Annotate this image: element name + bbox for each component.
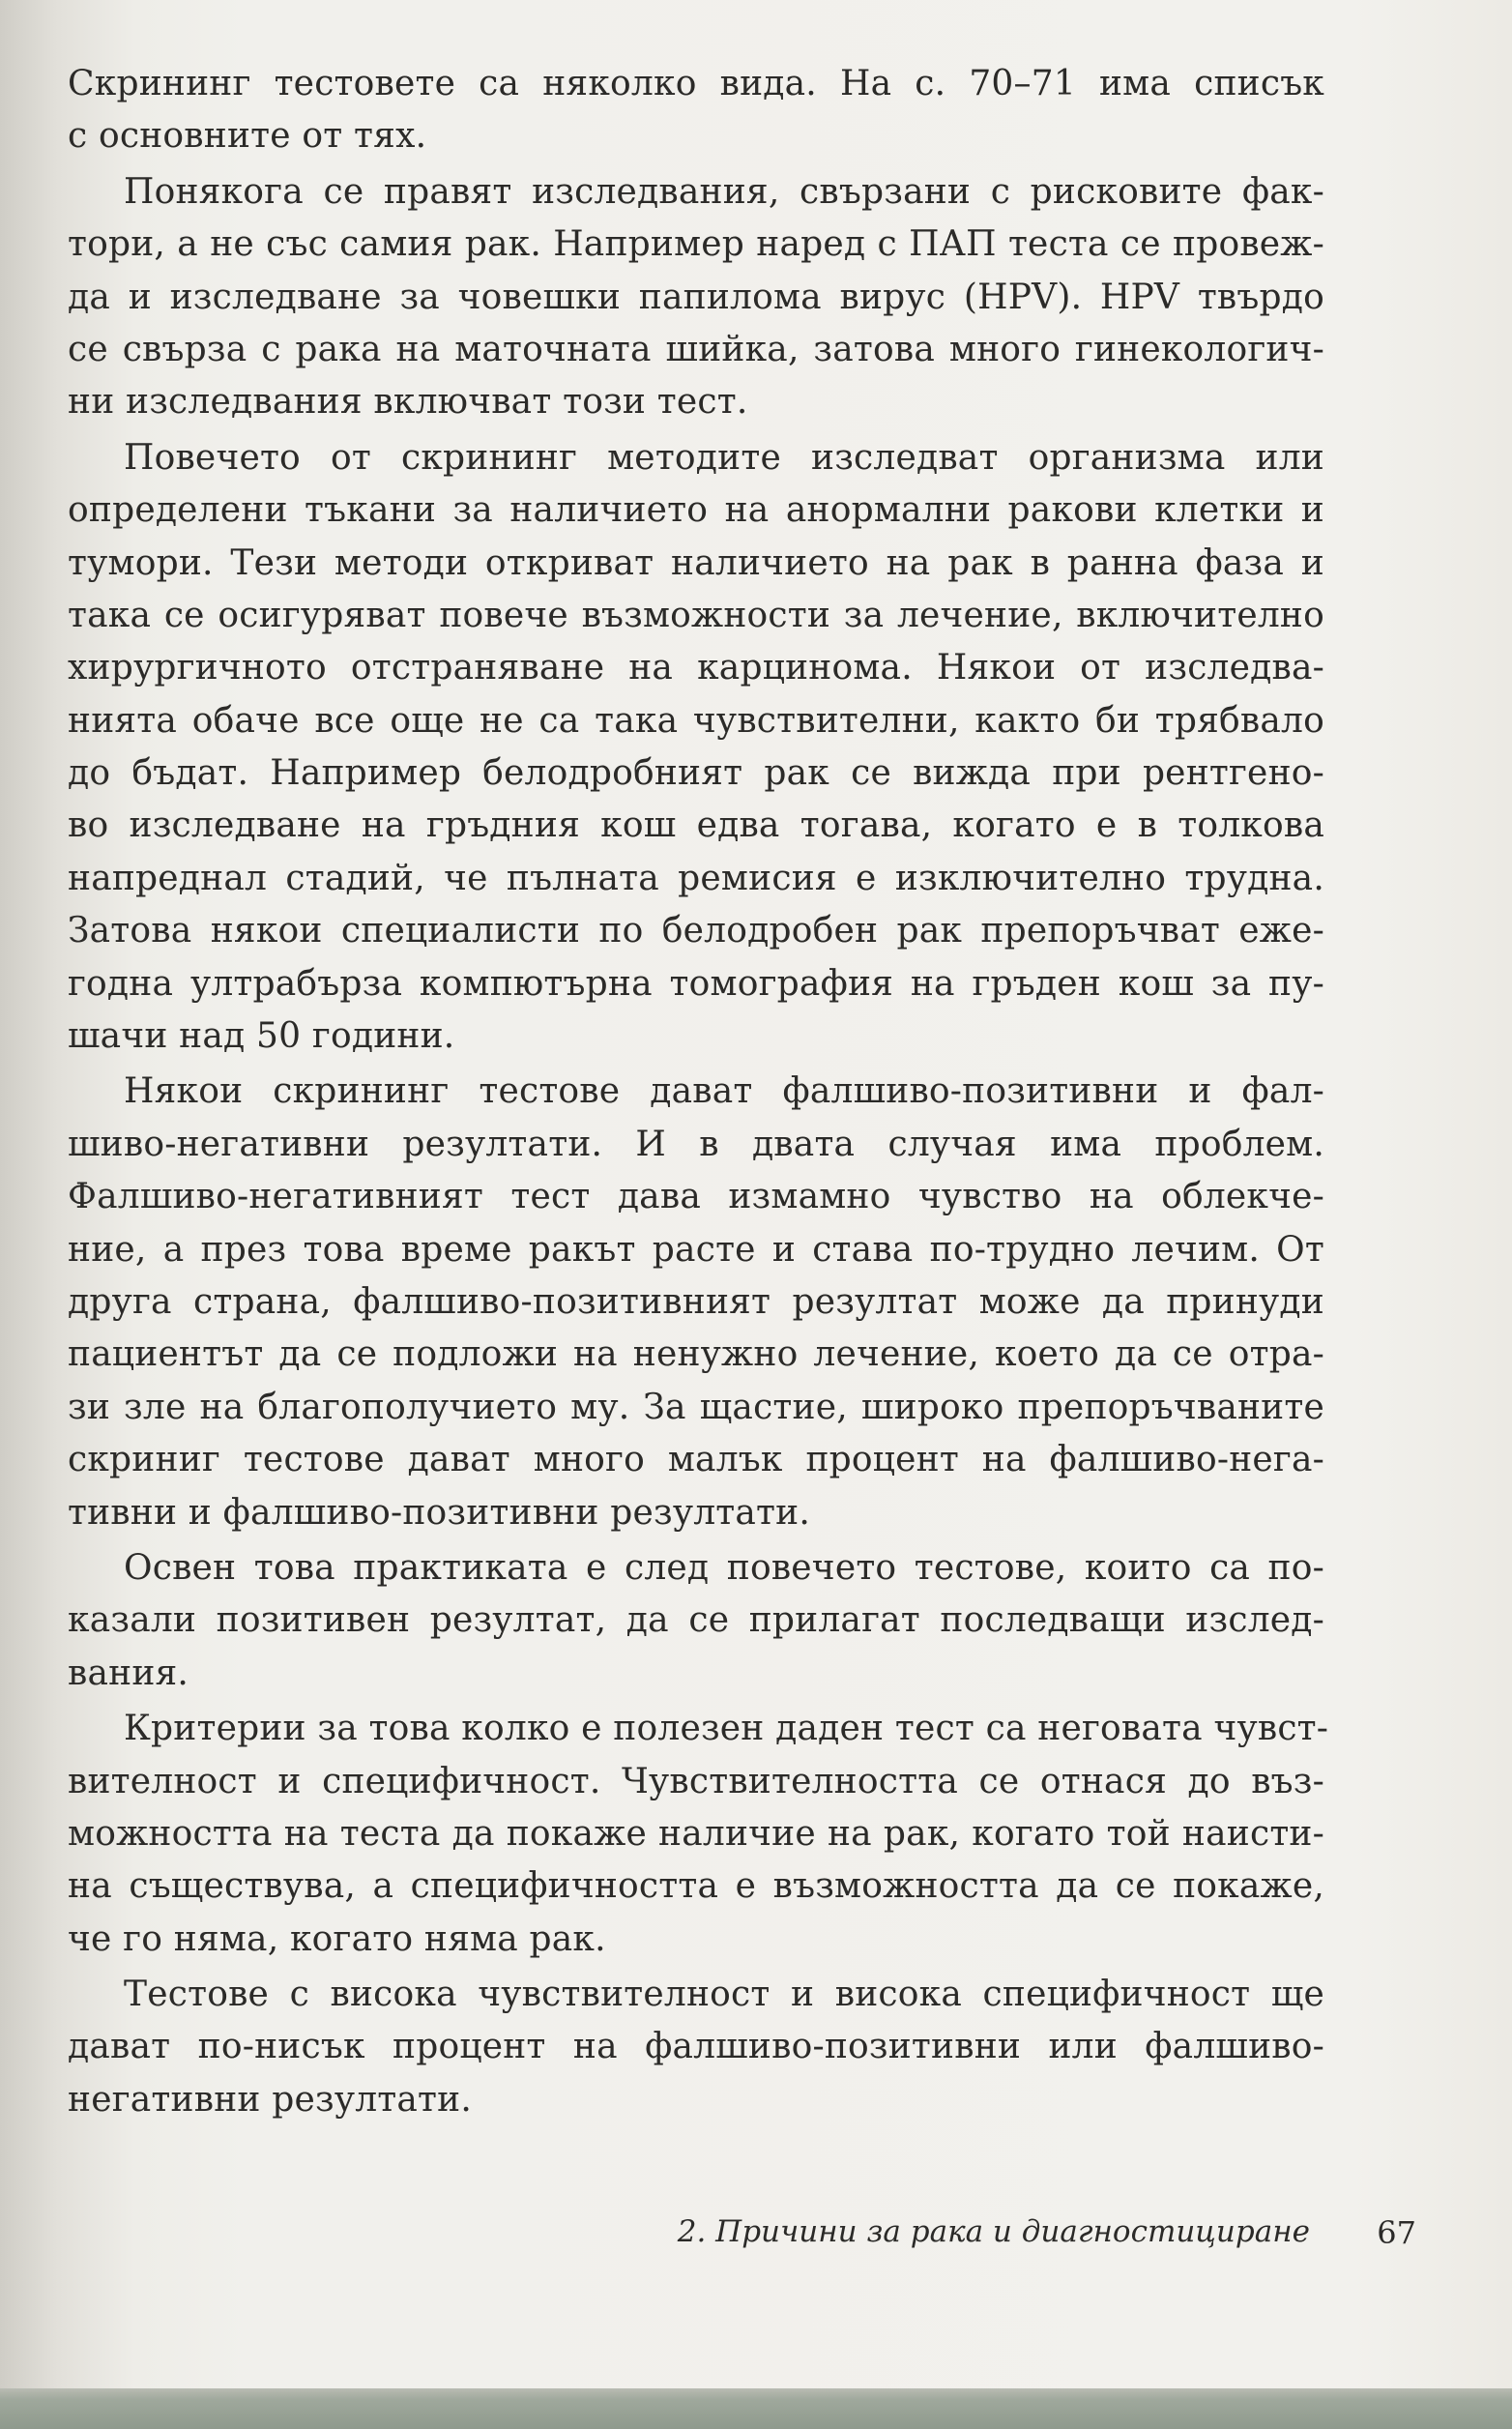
text-line: негативни резултати.: [68, 2079, 472, 2120]
text-line: напреднал стадий, че пълната ремисия е изключително трудна.: [68, 858, 1324, 898]
text-line: можността на теста да покаже наличие на рак, когато той наисти-: [68, 1813, 1324, 1854]
paragraph: [68, 166, 1324, 429]
text-line: Освен това практиката е след повечето тестове, които са по-: [124, 1547, 1324, 1588]
text-line: Повечето от скрининг методите изследват организма или: [124, 437, 1324, 478]
paragraph: [68, 1066, 1324, 1539]
text-line: нията обаче все още не са така чувствителни, както би трябвало: [68, 700, 1324, 741]
text-line: казали позитивен резултат, да се прилагат последващи изслед-: [68, 1600, 1324, 1641]
text-line: ни изследвания включват този тест.: [68, 382, 748, 423]
text-line: тумори. Тези методи откриват наличието на рак в ранна фаза и: [68, 542, 1324, 583]
text-line: с основните от тях.: [68, 116, 427, 157]
text-line: друга страна, фалшиво-позитивният резултат може да принуди: [68, 1281, 1324, 1322]
running-footer-chapter-title: 2. Причини за рака и диагностициране: [677, 2214, 1310, 2249]
paragraph: [68, 58, 1324, 163]
body-text: [68, 58, 1329, 2126]
text-line: до бъдат. Например белодробният рак се вижда при рентгено-: [68, 753, 1324, 794]
text-line: вания.: [68, 1653, 189, 1693]
text-line: Тестове с висока чувствителност и висока специфичност ще: [124, 1975, 1324, 2015]
text-line: Понякога се правят изследвания, свързани с рисковите фак-: [124, 171, 1324, 212]
text-line: че го няма, когато няма рак.: [68, 1918, 606, 1959]
text-line: вителност и специфичност. Чувствителността се отнася до въз-: [68, 1761, 1324, 1801]
text-line: скриниг тестове дават много малък процент на фалшиво-нега-: [68, 1440, 1324, 1480]
text-line: дават по-нисък процент на фалшиво-позитивни или фалшиво-: [68, 2027, 1324, 2067]
text-line: на съществува, а специфичността е възможността да се покаже,: [68, 1866, 1324, 1907]
text-line: пациентът да се подложи на ненужно лечение, което да се отра-: [68, 1334, 1324, 1375]
paragraph: [68, 1703, 1329, 1966]
text-line: во изследване на гръдния кош едва тогава, когато е в толкова: [68, 805, 1324, 846]
text-line: шачи над 50 години.: [68, 1016, 455, 1057]
text-line: тивни и фалшиво-позитивни резултати.: [68, 1492, 810, 1533]
text-line: да и изследване за човешки папилома вирус (HPV). HPV твърдо: [68, 277, 1324, 317]
text-line: зи зле на благополучието му. За щастие, широко препоръчваните: [68, 1387, 1324, 1427]
text-line: шиво-негативни резултати. И в двата случая има проблем.: [68, 1124, 1324, 1164]
text-line: ние, а през това време ракът расте и става по-трудно лечим. От: [68, 1229, 1324, 1270]
text-line: определени тъкани за наличието на анормални ракови клетки и: [68, 490, 1324, 531]
paragraph: [68, 432, 1324, 1064]
page-number: 67: [1377, 2214, 1416, 2251]
text-line: хирургичното отстраняване на карцинома. Някои от изследва-: [68, 648, 1324, 688]
text-line: Критерии за това колко е полезен даден тест са неговата чувст-: [124, 1709, 1329, 1749]
scan-bottom-edge: [0, 2388, 1512, 2429]
text-line: Някои скрининг тестове дават фалшиво-позитивни и фал-: [124, 1071, 1324, 1112]
text-line: Затова някои специалисти по белодробен рак препоръчват еже-: [68, 911, 1324, 951]
paragraph: [68, 1542, 1324, 1700]
text-line: тори, а не със самия рак. Например наред с ПАП теста се провеж-: [68, 224, 1324, 265]
paragraph: [68, 1969, 1324, 2126]
text-line: годна ултрабърза компютърна томография на гръден кош за пу-: [68, 963, 1324, 1004]
text-line: така се осигуряват повече възможности за лечение, включително: [68, 595, 1324, 635]
text-line: се свърза с рака на маточната шийка, затова много гинекологич-: [68, 329, 1324, 369]
text-line: Фалшиво-негативният тест дава измамно чувство на облекче-: [68, 1177, 1324, 1217]
text-line: Скрининг тестовете са няколко вида. На с. 70–71 има списък: [68, 64, 1324, 103]
